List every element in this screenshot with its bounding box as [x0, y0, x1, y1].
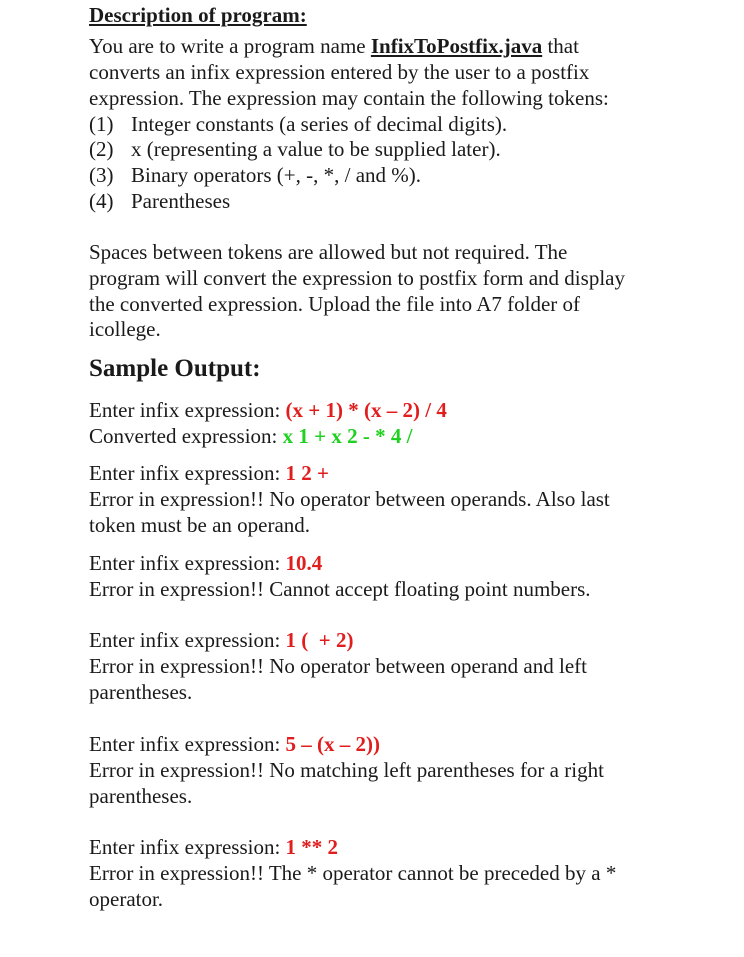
example-input: 1 2 +	[285, 461, 330, 485]
paragraph-line: the converted expression. Upload the file into A7 folder of	[89, 292, 581, 316]
example-prompt-line	[89, 550, 322, 576]
prompt-label: Enter infix expression:	[89, 461, 286, 485]
error-message-line: Error in expression!! The * operator cannot be preceded by a *	[89, 861, 617, 885]
intro-line-2: converts an infix expression entered by the user to a postfix	[89, 60, 590, 84]
token-item	[89, 162, 421, 188]
example-input: 10.4	[285, 551, 323, 575]
token-number: (2)	[89, 137, 114, 161]
prompt-label: Enter infix expression:	[89, 628, 286, 652]
paragraph-line: Spaces between tokens are allowed but not required. The	[89, 240, 568, 264]
error-message-line: token must be an operand.	[89, 513, 311, 537]
intro-line-1	[89, 33, 579, 59]
token-number: (1)	[89, 112, 114, 136]
prompt-label: Enter infix expression:	[89, 835, 286, 859]
token-item	[89, 136, 501, 162]
token-text: Binary operators (+, -, *, / and %).	[131, 163, 422, 187]
paragraph-line: icollege.	[89, 317, 161, 341]
example-prompt-line	[89, 397, 447, 423]
example-input: 1 ** 2	[285, 835, 339, 859]
example-input: (x + 1) * (x – 2) / 4	[285, 398, 447, 422]
token-text: Parentheses	[131, 189, 231, 213]
example-input: 5 – (x – 2))	[285, 732, 381, 756]
program-filename: InfixToPostfix.java	[370, 34, 543, 58]
paragraph-line: program will convert the expression to postfix form and display	[89, 266, 625, 290]
sample-output-title: Sample Output:	[89, 355, 261, 382]
prompt-label: Enter infix expression:	[89, 732, 286, 756]
intro-line-3: expression. The expression may contain the following tokens:	[89, 86, 609, 110]
intro-suffix: that	[542, 34, 579, 58]
token-item	[89, 188, 230, 214]
error-message-line: Error in expression!! No operator between operands. Also last	[89, 487, 610, 511]
prompt-label: Enter infix expression:	[89, 398, 286, 422]
prompt-label: Enter infix expression:	[89, 551, 286, 575]
token-number: (3)	[89, 163, 114, 187]
token-item	[89, 111, 507, 137]
example-prompt-line	[89, 731, 380, 757]
error-message-line: Error in expression!! Cannot accept floating point numbers.	[89, 577, 591, 601]
example-output-line	[89, 423, 412, 449]
error-message-line: parentheses.	[89, 784, 193, 808]
token-text: Integer constants (a series of decimal digits).	[131, 112, 508, 136]
converted-output: x 1 + x 2 - * 4 /	[282, 424, 413, 448]
error-message-line: Error in expression!! No operator between operand and left	[89, 654, 587, 678]
intro-prefix: You are to write a program name	[89, 34, 371, 58]
example-input: 1 ( + 2)	[285, 628, 354, 652]
converted-label: Converted expression:	[89, 424, 283, 448]
error-message-line: Error in expression!! No matching left parentheses for a right	[89, 758, 604, 782]
example-prompt-line	[89, 460, 329, 486]
description-heading: Description of program:	[89, 3, 307, 27]
example-prompt-line	[89, 834, 338, 860]
token-text: x (representing a value to be supplied later).	[131, 137, 501, 161]
error-message-line: operator.	[89, 887, 164, 911]
error-message-line: parentheses.	[89, 680, 193, 704]
example-prompt-line	[89, 627, 354, 653]
token-number: (4)	[89, 189, 114, 213]
